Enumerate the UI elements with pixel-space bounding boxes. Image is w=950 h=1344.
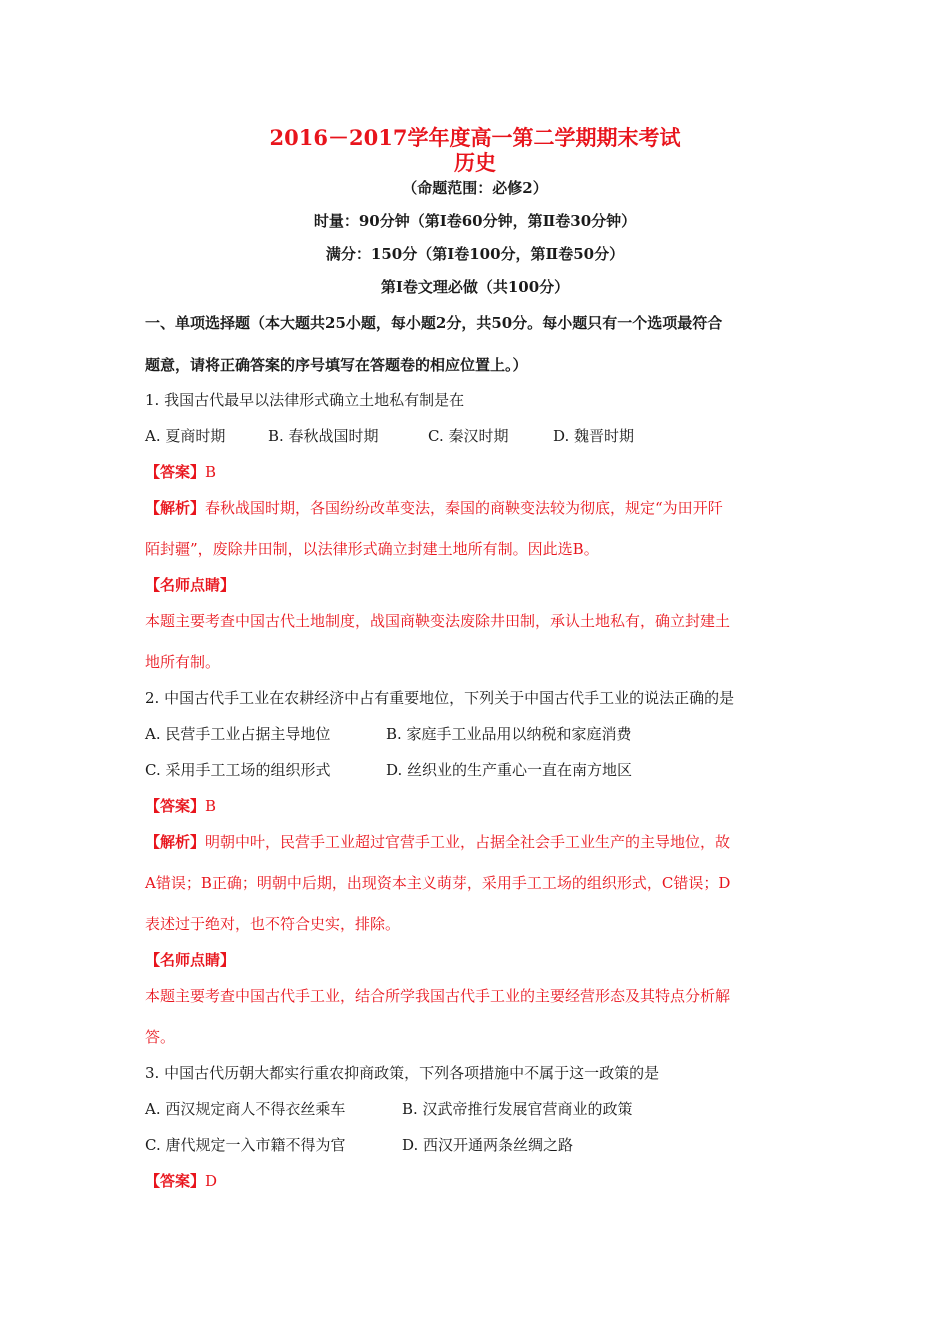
analysis-text: 明朝中叶，民营手工业超过官营手工业，占据全社会手工业生产的主导地位，故	[205, 833, 731, 851]
section-heading-line2: 题意，请将正确答案的序号填写在答题卷的相应位置上。）	[145, 356, 528, 374]
exam-score: 满分：150分（第Ⅰ卷100分，第Ⅱ卷50分）	[325, 245, 625, 263]
exam-time: 时量：90分钟（第Ⅰ卷60分钟，第Ⅱ卷30分钟）	[313, 212, 637, 230]
teacher-text: 答。	[145, 1028, 176, 1046]
option-d: D. 西汉开通两条丝绸之路	[402, 1136, 574, 1154]
option-c: C. 采用手工工场的组织形式	[145, 761, 331, 779]
option-a: A. 夏商时期	[145, 427, 226, 445]
teacher-text: 本题主要考查中国古代土地制度，战国商鞅变法废除井田制，承认土地私有，确立封建土	[145, 612, 731, 630]
analysis-text: 陌封疆”，废除井田制，以法律形式确立封建土地所有制。因此选B。	[145, 540, 599, 558]
option-a: A. 民营手工业占据主导地位	[145, 725, 331, 743]
part-one-heading: 第Ⅰ卷文理必做（共100分）	[380, 278, 570, 296]
teacher-label: 【名师点睛】	[145, 576, 236, 594]
option-d: D. 魏晋时期	[553, 427, 635, 445]
analysis-text: 表述过于绝对，也不符合史实，排除。	[145, 915, 401, 933]
teacher-text: 本题主要考查中国古代手工业，结合所学我国古代手工业的主要经营形态及其特点分析解	[145, 987, 731, 1005]
option-c: C. 秦汉时期	[428, 427, 509, 445]
option-c: C. 唐代规定一入市籍不得为官	[145, 1136, 346, 1154]
question-stem: 3. 中国古代历朝大都实行重农抑商政策，下列各项措施中不属于这一政策的是	[145, 1064, 660, 1082]
subject-title: 历史	[454, 150, 496, 175]
option-b: B. 汉武帝推行发展官营商业的政策	[402, 1100, 633, 1118]
answer-value: B	[205, 463, 217, 481]
answer-label: 【答案】	[145, 797, 206, 815]
section-heading-line1: 一、单项选择题（本大题共25小题，每小题2分，共50分。每小题只有一个选项最符合	[145, 314, 723, 332]
analysis-text: 春秋战国时期，各国纷纷改革变法，秦国的商鞅变法较为彻底，规定“为田开阡	[205, 499, 723, 517]
analysis-line	[145, 832, 730, 852]
question-stem: 1. 我国古代最早以法律形式确立土地私有制是在	[145, 391, 465, 409]
analysis-label: 【解析】	[145, 499, 206, 517]
answer-label: 【答案】	[145, 1172, 206, 1190]
answer-line	[145, 462, 216, 482]
exam-scope: （命题范围：必修2）	[402, 179, 548, 197]
answer-line	[145, 796, 216, 816]
analysis-line	[145, 498, 723, 518]
answer-line	[145, 1171, 217, 1191]
option-b: B. 家庭手工业品用以纳税和家庭消费	[386, 725, 632, 743]
answer-value: D	[205, 1172, 218, 1190]
answer-label: 【答案】	[145, 463, 206, 481]
option-a: A. 西汉规定商人不得衣丝乘车	[145, 1100, 346, 1118]
question-stem: 2. 中国古代手工业在农耕经济中占有重要地位，下列关于中国古代手工业的说法正确的是	[145, 689, 735, 707]
answer-value: B	[205, 797, 217, 815]
exam-title: 2016－2017学年度高一第二学期期末考试	[269, 125, 681, 150]
analysis-text: A错误；B正确；明朝中后期，出现资本主义萌芽，采用手工工场的组织形式，C错误；D	[145, 874, 731, 892]
teacher-text: 地所有制。	[145, 653, 221, 671]
teacher-label: 【名师点睛】	[145, 951, 236, 969]
option-d: D. 丝织业的生产重心一直在南方地区	[386, 761, 633, 779]
analysis-label: 【解析】	[145, 833, 206, 851]
option-b: B. 春秋战国时期	[268, 427, 379, 445]
